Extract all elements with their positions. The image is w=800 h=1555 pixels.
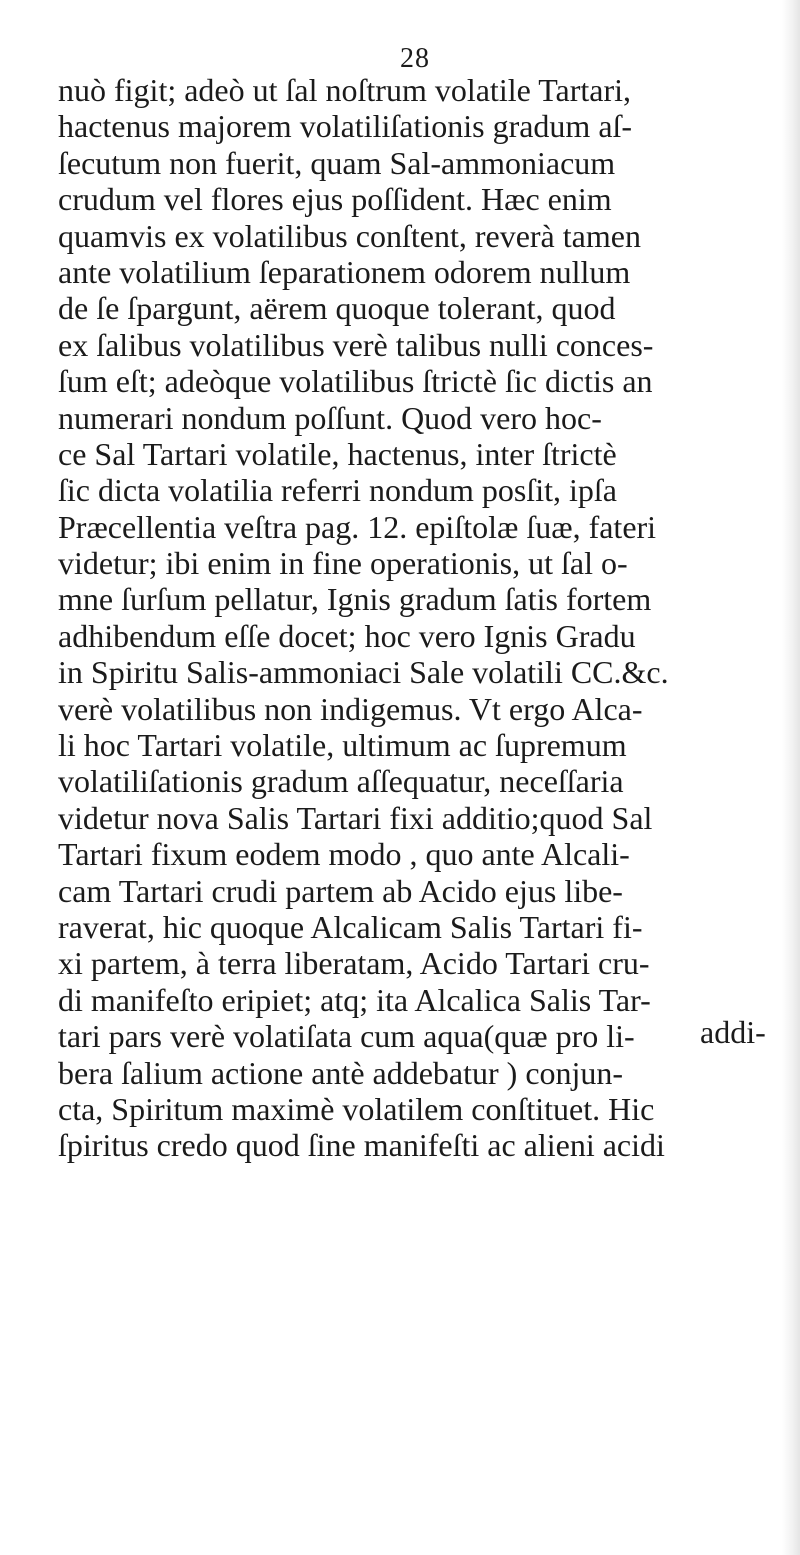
text-line: li hoc Tartari volatile, ultimum ac ſupremum [58, 727, 627, 764]
text-line: volatiliſationis gradum aſſequatur, neceſſaria [58, 763, 624, 800]
text-line: xi partem, à terra liberatam, Acido Tartari cru- [58, 945, 650, 982]
text-line: verè volatilibus non indigemus. Vt ergo Alca- [58, 690, 643, 727]
page-number: 28 [400, 43, 430, 74]
text-line: crudum vel flores ejus poſſident. Hæc enim [58, 181, 612, 218]
text-line: cta, Spiritum maximè volatilem conſtituet. Hic [58, 1090, 655, 1127]
text-line: videtur nova Salis Tartari fixi additio;quod Sal [58, 799, 653, 836]
text-line: mne ſurſum pellatur, Ignis gradum ſatis fortem [58, 581, 652, 618]
text-line: in Spiritu Salis-ammoniaci Sale volatili CC.&c. [58, 654, 669, 691]
text-line: Tartari fixum eodem modo , quo ante Alcali- [58, 836, 630, 873]
text-line: ante volatilium ſeparationem odorem nullum [58, 253, 631, 290]
text-line: videtur; ibi enim in fine operationis, ut ſal o- [58, 545, 628, 582]
text-line: ex ſalibus volatilibus verè talibus nulli conces- [58, 326, 654, 363]
text-line: bera ſalium actione antè addebatur ) conjun- [58, 1054, 624, 1091]
catchword: addi- [700, 1014, 766, 1050]
text-line: ſecutum non fuerit, quam Sal-ammoniacum [58, 144, 616, 181]
text-line: ce Sal Tartari volatile, hactenus, inter ſtrictè [58, 435, 617, 472]
text-line: cam Tartari crudi partem ab Acido ejus libe- [58, 872, 623, 909]
body-text [58, 72, 798, 1164]
text-line: raverat, hic quoque Alcalicam Salis Tartari fi- [58, 908, 643, 945]
text-line: hactenus majorem volatiliſationis gradum aſ- [58, 108, 633, 145]
text-line: quamvis ex volatilibus conſtent, reverà tamen [58, 217, 641, 254]
text-line: de ſe ſpargunt, aërem quoque tolerant, quod [58, 290, 616, 327]
text-line: di manifeſto eripiet; atq; ita Alcalica Salis Tar- [58, 981, 651, 1018]
text-line: ſum eſt; adeòque volatilibus ſtrictè ſic dictis an [58, 363, 653, 400]
text-line: tari pars verè volatiſata cum aqua(quæ pro li- [58, 1018, 635, 1055]
text-line: ſic dicta volatilia referri nondum posſit, ipſa [58, 472, 617, 509]
text-line: adhibendum eſſe docet; hoc vero Ignis Gradu [58, 617, 636, 654]
text-line: nuò figit; adeò ut ſal noſtrum volatile Tartari, [58, 72, 632, 108]
text-line: numerari nondum poſſunt. Quod vero hoc- [58, 399, 602, 436]
text-line: Præcellentia veſtra pag. 12. epiſtolæ ſuæ, fateri [58, 508, 657, 545]
text-line: ſpiritus credo quod ſine manifeſti ac alieni acidi [58, 1127, 665, 1164]
